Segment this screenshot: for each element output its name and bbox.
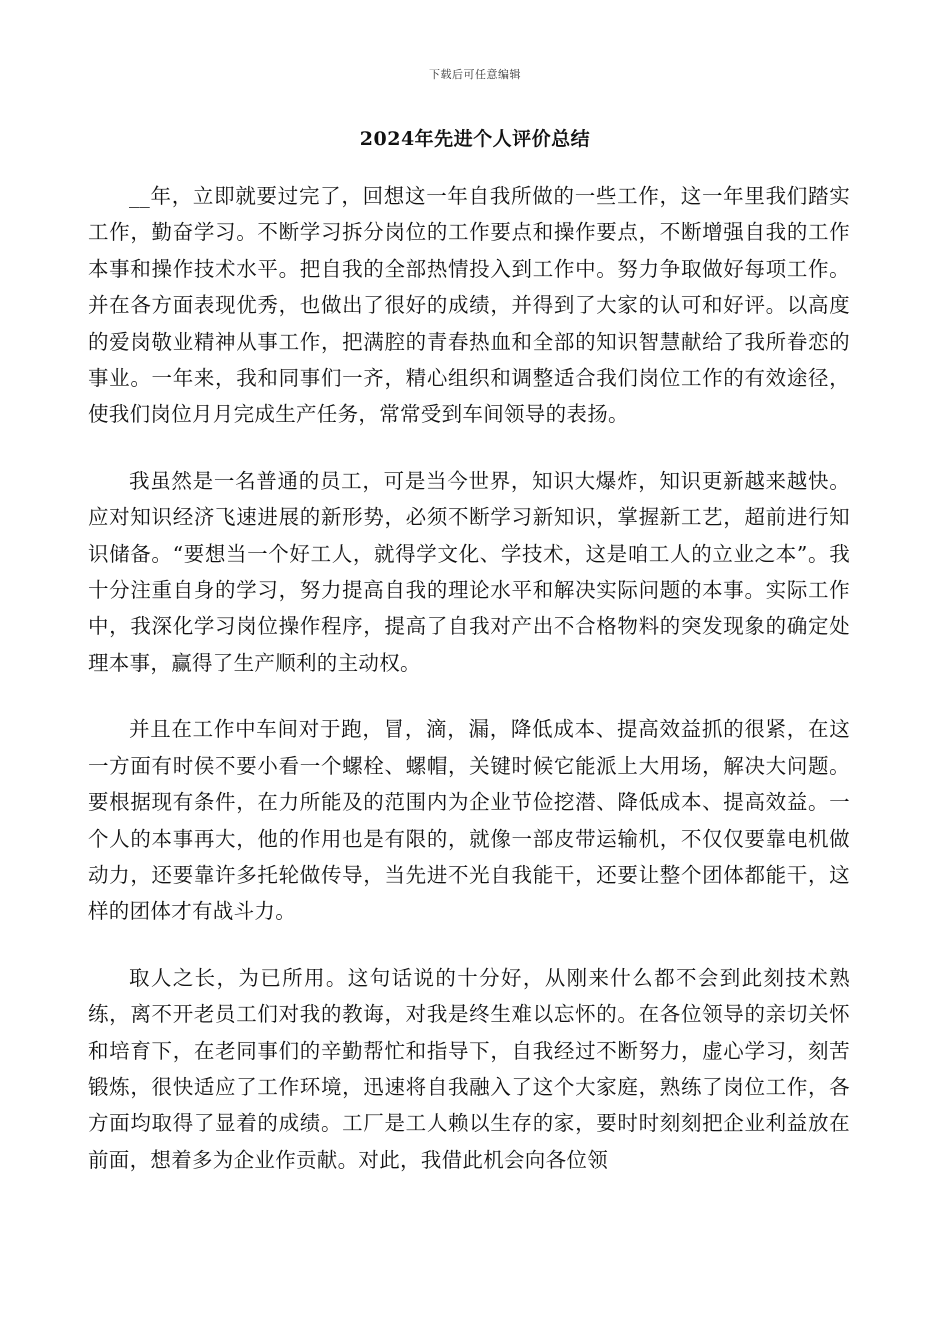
header-note: 下载后可任意编辑: [429, 68, 521, 81]
paragraph-3: 并且在工作中车间对于跑，冒，滴，漏，降低成本、提高效益抓的很紧，在这一方面有时侯不要小看一个螺栓、螺帽，关键时候它能派上大用场，解决大问题。要根据现有条件，在力所能及的范围内为企业节俭挖潜、降低成本、提高效益。一个人的本事再大，他的作用也是有限的，就像一部皮带运输机，不仅仅要靠电机做动力，还要靠许多托轮做传导，当先进不光自我能干，还要让整个团体都能干，这样的团体才有战斗力。: [88, 717, 850, 924]
paragraph-2: 我虽然是一名普通的员工，可是当今世界，知识大爆炸，知识更新越来越快。应对知识经济飞速进展的新形势，必须不断学习新知识，掌握新工艺，超前进行知识储备。“要想当一个好工人，就得学文化、学技术，这是咱工人的立业之本”。我十分注重自身的学习，努力提高自我的理论水平和解决实际问题的本事。实际工作中，我深化学习岗位操作程序，提高了自我对产出不合格物料的突发现象的确定处理本事，赢得了生产顺利的主动权。: [88, 468, 850, 675]
document-title: 2024年先进个人评价总结: [359, 128, 591, 150]
document-body: [88, 178, 850, 1208]
paragraph-1: __年，立即就要过完了，回想这一年自我所做的一些工作，这一年里我们踏实工作，勤奋学习。不断学习拆分岗位的工作要点和操作要点，不断增强自我的工作本事和操作技术水平。把自我的全部热情投入到工作中。努力争取做好每项工作。并在各方面表现优秀，也做出了很好的成绩，并得到了大家的认可和好评。以高度的爱岗敬业精神从事工作，把满腔的青春热血和全部的知识智慧献给了我所眷恋的事业。一年来，我和同事们一齐，精心组织和调整适合我们岗位工作的有效途径，使我们岗位月月完成生产任务，常常受到车间领导的表扬。: [88, 184, 850, 427]
paragraph-4: 取人之长，为已所用。这句话说的十分好，从刚来什么都不会到此刻技术熟练，离不开老员工们对我的教诲，对我是终生难以忘怀的。在各位领导的亲切关怀和培育下，在老同事们的辛勤帮忙和指导下，自我经过不断努力，虚心学习，刻苦锻炼，很快适应了工作环境，迅速将自我融入了这个大家庭，熟练了岗位工作，各方面均取得了显着的成绩。工厂是工人赖以生存的家，要时时刻刻把企业利益放在前面，想着多为企业作贡献。对此，我借此机会向各位领: [88, 965, 850, 1172]
